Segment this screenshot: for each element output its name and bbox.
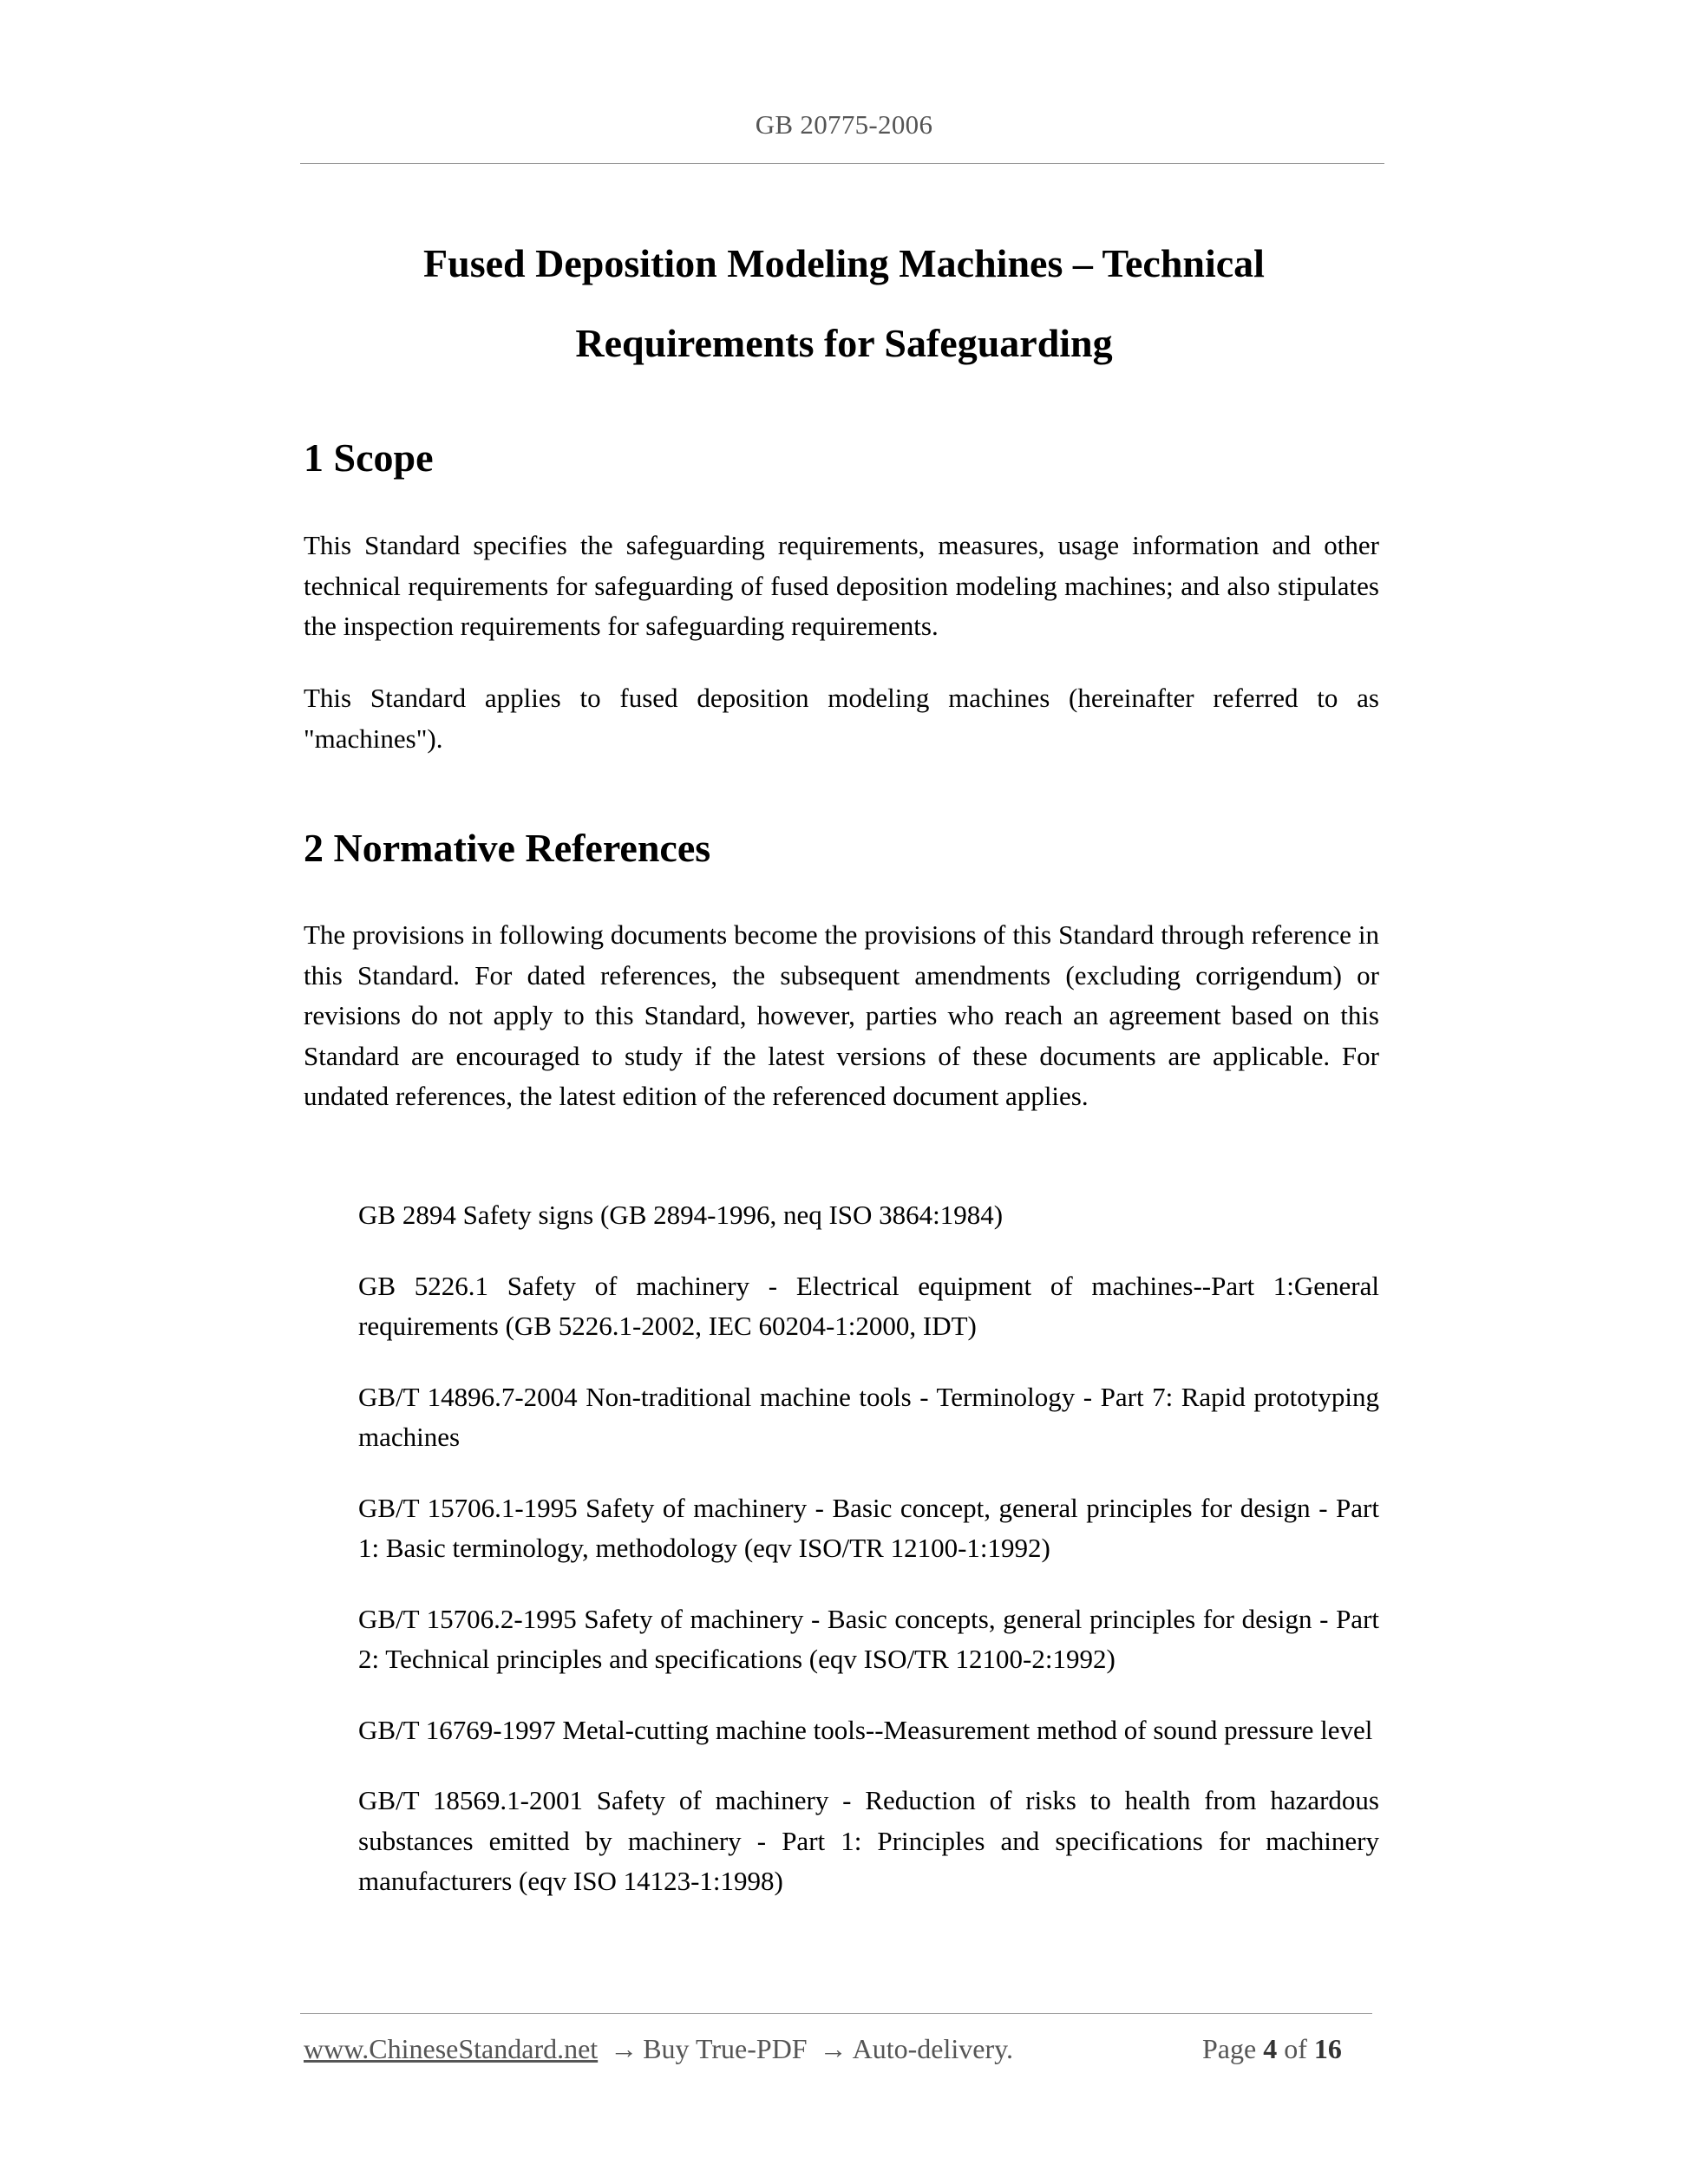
- scope-paragraph-2: This Standard applies to fused deposition modeling machines (hereinafter referred to as "machines").: [304, 683, 1379, 754]
- normative-references-intro: The provisions in following documents become the provisions of this Standard through reference in this Standard. For dated references, the subsequent amendments (excluding corrigendum) or revisions do not apply to this Standard, however, parties who reach an agreement based on this Standard are encouraged to study if the latest versions of these documents are applicable. For undated references, the latest edition of the referenced document applies.: [304, 919, 1379, 1111]
- reference-list: [358, 1195, 1379, 1932]
- document-title-line-1: Fused Deposition Modeling Machines – Technical: [423, 241, 1265, 285]
- footer-divider: [300, 2013, 1372, 2014]
- auto-delivery-text: Auto-delivery.: [852, 2033, 1014, 2064]
- reference-item: GB/T 14896.7-2004 Non-traditional machine tools - Terminology - Part 7: Rapid prototyping machines: [358, 1381, 1379, 1452]
- chinesestandard-link[interactable]: www.ChineseStandard.net: [304, 2033, 599, 2064]
- of-label: of: [1284, 2033, 1307, 2064]
- reference-item: GB/T 15706.1-1995 Safety of machinery - Basic concept, general principles for design - Part 1: Basic terminology, methodology (eqv ISO/TR 12100-1:1992): [358, 1492, 1379, 1563]
- reference-item: GB 2894 Safety signs (GB 2894-1996, neq ISO 3864:1984): [358, 1200, 1004, 1230]
- reference-item: GB 5226.1 Safety of machinery - Electrical equipment of machines--Part 1:General requirements (GB 5226.1-2002, IEC 60204-1:2000, IDT): [358, 1270, 1379, 1341]
- footer-promo: [304, 2033, 1013, 2065]
- total-pages-number: 16: [1313, 2033, 1342, 2064]
- arrow-right-icon: →: [610, 2033, 638, 2064]
- arrow-right-icon: →: [819, 2033, 847, 2064]
- document-code-header: GB 20775-2006: [755, 109, 933, 140]
- reference-item: GB/T 16769-1997 Metal-cutting machine tools--Measurement method of sound pressure level: [358, 1714, 1373, 1745]
- reference-item: GB/T 15706.2-1995 Safety of machinery - Basic concepts, general principles for design - Part 2: Technical principles and specifications (eqv ISO/TR 12100-2:1992): [358, 1603, 1379, 1674]
- page-indicator: [1202, 2033, 1342, 2065]
- current-page-number: 4: [1263, 2033, 1278, 2064]
- document-title-line-2: Requirements for Safeguarding: [575, 321, 1113, 365]
- reference-item: GB/T 18569.1-2001 Safety of machinery - Reduction of risks to health from hazardous substances emitted by machinery - Part 1: Principles and specifications for machinery manufacturers (eqv ISO 14123-1:1998): [358, 1785, 1379, 1896]
- document-title: [260, 224, 1428, 383]
- section-heading-normative-references: 2 Normative References: [304, 826, 711, 870]
- scope-paragraph-1: This Standard specifies the safeguarding requirements, measures, usage information and other technical requirements for safeguarding of fused deposition modeling machines; and also stipulates the inspection requirements for safeguarding requirements.: [304, 530, 1379, 641]
- page-label: Page: [1202, 2033, 1257, 2064]
- header-divider: [300, 163, 1384, 164]
- buy-true-pdf-text: Buy True-PDF: [643, 2033, 808, 2064]
- section-heading-scope: 1 Scope: [304, 435, 434, 480]
